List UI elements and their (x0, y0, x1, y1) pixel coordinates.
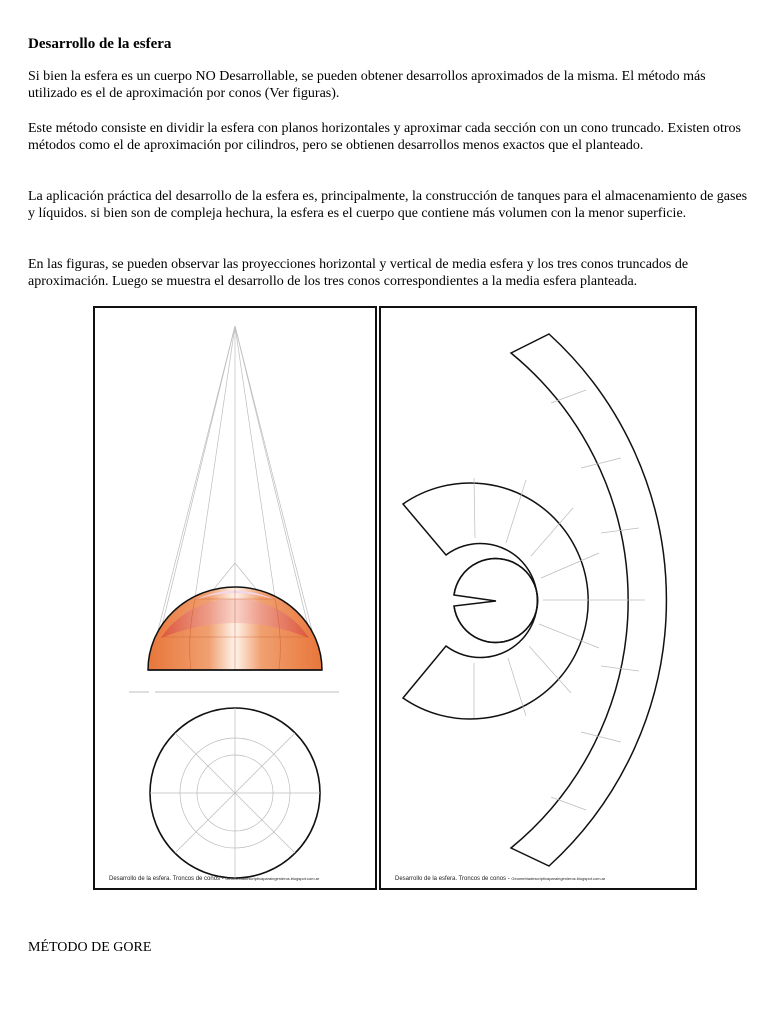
caption-url: Geometriadescriptivaparaingenieros.blogspot.com.ar (511, 876, 606, 881)
figure-cone-developments (379, 306, 697, 890)
hemisphere-plan-view (150, 708, 320, 878)
caption-text: Desarrollo de la esfera. Troncos de conos - (109, 876, 224, 882)
small-cone-development (421, 557, 541, 643)
figure-caption-right (395, 876, 605, 882)
middle-cone-development (403, 478, 607, 719)
figure-caption-left (109, 876, 319, 882)
paragraph-application: La aplicación práctica del desarrollo de la esfera es, principalmente, la construcción de tanques para el almacenamiento de gases y líquidos. si bien son de compleja hechura, la esfera es el cuerpo que contiene más volumen con la menor superficie. (28, 189, 748, 221)
caption-text: Desarrollo de la esfera. Troncos de conos - (395, 876, 510, 882)
figure-hemisphere-projections (93, 306, 377, 890)
paragraph-method: Este método consiste en dividir la esfera con planos horizontales y aproximar cada sección con un cono truncado. Existen otros métodos como el de aproximación por cilindros, pero se obtienen desarrollos menos exactos que el planteado. (28, 121, 742, 153)
caption-url: Geometriadescriptivaparaingenieros.blogspot.com.ar (225, 876, 320, 881)
section-heading-gore-method: MÉTODO DE GORE (28, 940, 152, 955)
hemisphere-elevation (148, 587, 322, 670)
paragraph-intro: Si bien la esfera es un cuerpo NO Desarrollable, se pueden obtener desarrollos aproximados de la misma. El método más utilizado es el de aproximación por conos (Ver figuras). (28, 69, 706, 101)
hemisphere-projection-drawing (95, 308, 375, 888)
paragraph-figures: En las figuras, se pueden observar las proyecciones horizontal y vertical de media esfera y los tres conos truncados de aproximación. Luego se muestra el desarrollo de los tres conos correspondientes a la media esfera planteada. (28, 257, 689, 289)
cone-development-drawing (381, 308, 695, 888)
page-title: Desarrollo de la esfera (28, 36, 172, 52)
